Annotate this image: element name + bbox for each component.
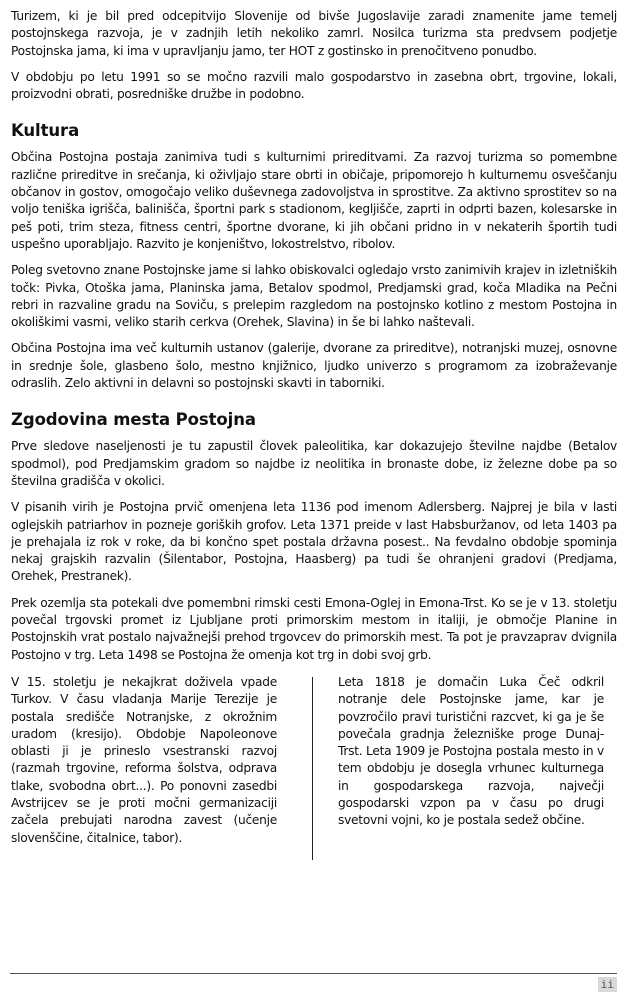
paragraph-1818: Leta 1818 je domačin Luka Čeč odkril notranje dele Postojnske jame, kar je povzročilo pravi turistični razcvet, ki ga je še povečala gradnja železniške proge Dunaj-Trst. Leta 1909 je Postojna postala mesto in v tem obdobju je dosegla vrhunec kulturnega in gospodarskega razvoja, največji gospodarski vzpon pa v času po drugi svetovni vojni, ko je postala sedež občine.	[338, 674, 604, 828]
paragraph-economy: V obdobju po letu 1991 so se močno razvili malo gospodarstvo in zasebna obrt, trgovine, lokali, proizvodni obrati, posredniške družbe in podobno.	[11, 69, 617, 102]
paragraph-institutions: Občina Postojna ima več kulturnih ustanov (galerije, dvorane za prireditve), notranjski muzej, osnovne in srednje šole, glasbeno šolo, mestno knjižnico, ljudko univerzo s programom za izobraževanje odraslih. Zelo aktivni in delavni so postojnski skavti in taborniki.	[11, 341, 617, 391]
column-divider	[312, 677, 313, 860]
paragraph-15th-century: V 15. stoletju je nekajkrat doživela vpade Turkov. V času vladanja Marije Terezije je postala središče Notranjske, z okrožnim uradom (kresijo). Obdobje Napoleonove oblasti ji je prineslo vsestranski razvoj (razmah trgovine, reforma šolstva, odprava tlake, svobodna obrt...). Po ponovni zasedbi Avstrijcev se je proti močni germanizaciji začela prebujati narodna zavest (učenje slovenščine, čitalnice, tabor).	[11, 674, 277, 845]
paragraph-prehistory: Prve sledove naseljenosti je tu zapustil človek paleolitika, kar dokazujejo številne najdbe (Betalov spodmol), pod Predjamskim gradom so najdbe iz neolitika in bronaste dobe, iz železne dobe pa so številna gradišča v okolici.	[11, 439, 617, 488]
page-number: ii	[598, 977, 617, 992]
column-left	[11, 674, 277, 860]
paragraph-attractions: Poleg svetovno znane Postojnske jame si lahko obiskovalci ogledajo vrsto zanimivih krajev in izletniških točk: Pivka, Otoška jama, Planinska jama, Betalov spodmol, Predjamski grad, koča Mladika na Pečni rebri in razvaline gradu na Soviču, s prelepim razgledom na postojnsko kotlino z mestom Postojna in okoliškimi vasmi, veliko starih cerkva (Orehek, Slavina) in še bi lahko naštevali.	[11, 263, 617, 330]
footer-divider	[10, 973, 617, 974]
heading-kultura: Kultura	[11, 121, 80, 141]
document-body	[11, 8, 617, 860]
heading-zgodovina: Zgodovina mesta Postojna	[11, 410, 256, 430]
paragraph-roman-roads: Prek ozemlja sta potekali dve pomembni rimski cesti Emona-Oglej in Emona-Trst. Ko se je v 13. stoletju povečal trgovski promet iz Ljubljane proti primorskim mestom in italiji, je območje Planine in Postojnskih vrat postalo najvažnejši prehod trgovcev do primorskih mest. Ta pot je pravzaprav dvignila Postojno v trg. Leta 1498 se Postojna že omenja kot trg in dobi svoj grb.	[11, 595, 617, 662]
paragraph-medieval: V pisanih virih je Postojna prvič omenjena leta 1136 pod imenom Adlersberg. Najprej je bila v lasti oglejskih patriarhov in pozneje goriških grofov. Leta 1371 preide v last Habsburžanov, od leta 1403 pa je prehajala iz rok v roke, da bi končno spet postala državna posest.. Na fevdalno obdobje spominja nekaj grajskih razvalin (Šilentabor, Postojna, Haasberg) pa tudi še ohranjeni gradovi (Predjama, Orehek, Prestranek).	[11, 500, 617, 584]
column-right	[338, 674, 604, 860]
two-column-section	[11, 674, 617, 860]
paragraph-culture-events: Občina Postojna postaja zanimiva tudi s kulturnimi prireditvami. Za razvoj turizma so pomembne različne prireditve in srečanja, ki oživljajo stare obrti in običaje, pripomorejo h kulturnemu osveščanju občanov in gostov, omogočajo veliko duševnega zadovoljstva in sprostitve. Za aktivno sprostitev so na voljo teniška igrišča, balinišča, športni park s stadionom, kegljišče, zaprti in odprti bazen, kolesarske in peš poti, trim steza, fitness centri, športne dvorane, ki jih občani pridno in v nekaterih športih tudi uspešno uporabljajo. Razvito je konjeništvo, lokostrelstvo, ribolov.	[11, 150, 617, 251]
paragraph-tourism: Turizem, ki je bil pred odcepitvijo Slovenije od bivše Jugoslavije zaradi znamenite jame temelj postojnskega razvoja, je v zadnjih letih nekoliko zamrl. Nosilca turizma sta predvsem podjetje Postojnska jama, ki ima v upravljanju jamo, ter HOT z gostinsko in prenočitveno ponudbo.	[11, 9, 617, 58]
